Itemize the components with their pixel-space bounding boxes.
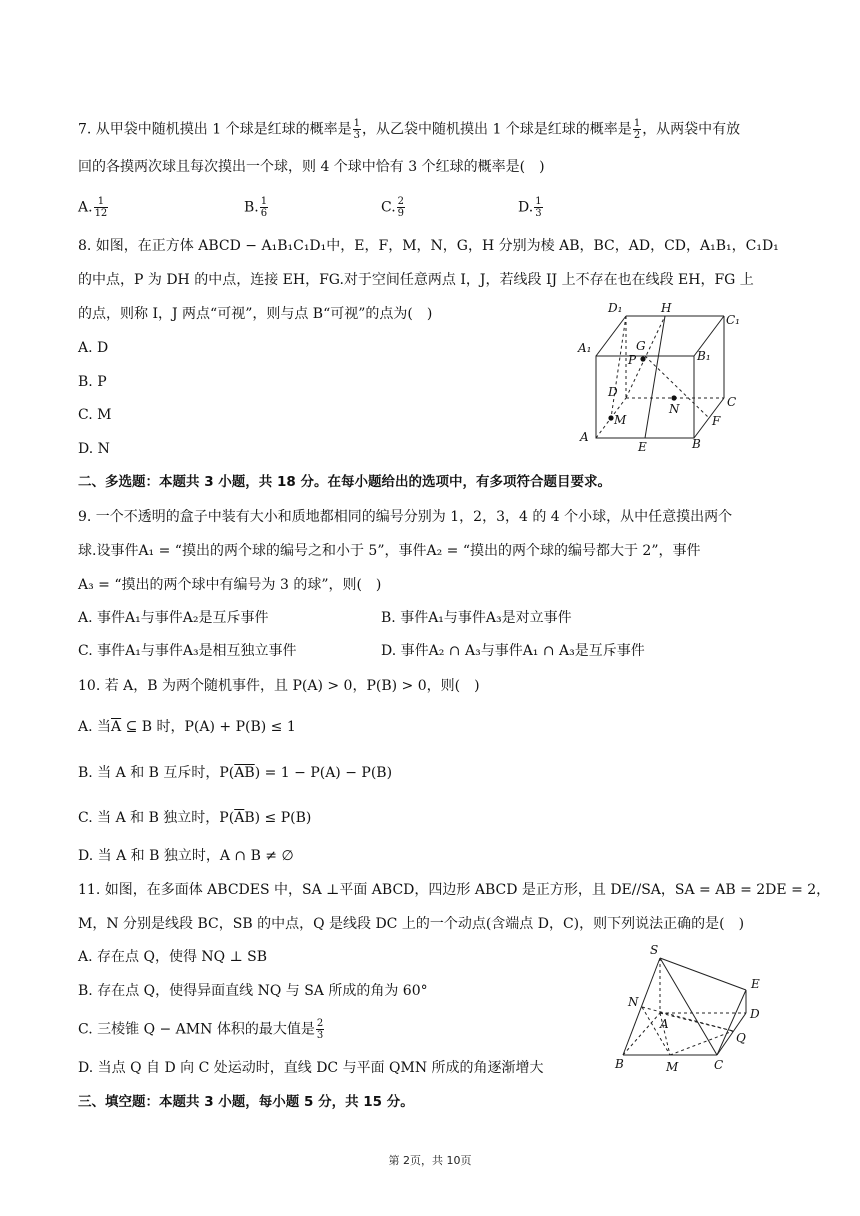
q7-option-b-label: B. [244, 199, 259, 216]
point-n [671, 395, 676, 400]
q7-option-a-fraction [94, 196, 109, 219]
q11-option-c-den: 3 [316, 1030, 324, 1041]
segment-d1m [611, 316, 626, 418]
q10-option-b [78, 763, 392, 783]
label-a: A [660, 1017, 669, 1031]
edge-ce [717, 990, 746, 1055]
label-b: B [692, 437, 701, 451]
q7-prob1-fraction [353, 118, 361, 141]
label-m: M [614, 413, 627, 427]
label-a: A [580, 430, 589, 444]
segment-nm [642, 1007, 670, 1055]
point-p [640, 356, 645, 361]
label-d: D [608, 385, 618, 399]
q9-line1: 9. 一个不透明的盒子中装有大小和质地都相同的编号分别为 1，2，3，4 的 4 个小球，从中任意摸出两个 [78, 509, 733, 525]
q10-option-c [78, 808, 311, 828]
section-heading-multiple-choice: 二、多选题：本题共 3 小题，共 18 分。在每小题给出的选项中，有多项符合题目要求。 [78, 474, 611, 490]
q9-line2: 球.设事件A₁ = “摸出的两个球的编号之和小于 5”，事件A₂ = “摸出的两个球的编号都大于 2”，事件 [78, 543, 701, 559]
q8-option-a: A. D [78, 340, 109, 356]
segment-eh [645, 316, 665, 438]
label-c1: C₁ [726, 313, 740, 327]
q10-option-b-complement: $\overline{AB}$ [234, 765, 255, 781]
label-c: C [714, 1058, 724, 1072]
label-e: E [638, 440, 647, 454]
q7-line1 [78, 118, 740, 141]
q9-option-c: C. 事件A₁与事件A₃是相互独立事件 [78, 643, 297, 659]
page-footer: 第 2页，共 10页 [388, 1154, 472, 1167]
q11-line1: 11. 如图，在多面体 ABCDES 中，SA ⊥平面 ABCD，四边形 ABCD 是正方形，且 DE//SA，SA = AB = 2DE = 2， [78, 882, 831, 898]
q10-option-c-complement: $\overline{A}$ [234, 810, 245, 826]
q10-option-c-pre: C. 当 A 和 B 独立时，P( [78, 810, 235, 826]
q8-option-c: C. M [78, 407, 112, 423]
label-m: M [666, 1060, 679, 1074]
q8-line1: 8. 如图，在正方体 ABCD − A₁B₁C₁D₁中，E，F，M，N，G，H 分别为棱 AB，BC，AD，CD，A₁B₁，C₁D₁ [78, 238, 779, 254]
label-s: S [650, 943, 659, 957]
q11-option-d: D. 当点 Q 自 D 向 C 处运动时，直线 DC 与平面 QMN 所成的角逐渐增大 [78, 1060, 544, 1076]
label-f: F [712, 414, 721, 428]
segment-aq [660, 1013, 733, 1031]
q7-prob2-den: 2 [633, 130, 641, 141]
q7-option-c-num: 2 [397, 196, 405, 207]
q11-line2: M，N 分别是线段 BC，SB 的中点，Q 是线段 DC 上的一个动点(含端点 D，C)，则下列说法正确的是( ) [78, 916, 745, 932]
q11-polyhedron-figure [610, 940, 780, 1075]
q7-option-d-fraction [534, 196, 542, 219]
q10-option-a-complement: $\overline{A}$ [111, 719, 122, 735]
label-q: Q [736, 1031, 746, 1045]
q11-option-c-text: C. 三棱锥 Q − AMN 体积的最大值是 [78, 1021, 315, 1038]
label-n: N [628, 995, 639, 1009]
label-d1: D₁ [608, 301, 623, 315]
q11-option-c [78, 1018, 325, 1041]
q11-option-a: A. 存在点 Q，使得 NQ ⊥ SB [78, 949, 268, 965]
q10-line1: 10. 若 A，B 为两个随机事件，且 P(A) > 0，P(B) > 0，则( ) [78, 678, 480, 694]
q7-option-c-den: 9 [397, 208, 405, 219]
q7-option-d-den: 3 [535, 208, 542, 219]
label-a1: A₁ [578, 341, 592, 355]
q7-prob2-num: 1 [633, 118, 641, 129]
segment-mq [670, 1031, 733, 1055]
q10-option-d: D. 当 A 和 B 独立时，A ∩ B ≠ ∅ [78, 848, 294, 864]
q7-option-a-den: 12 [94, 208, 108, 219]
label-n: N [669, 402, 680, 416]
q7-option-b-num: 1 [260, 196, 268, 207]
label-d: D [750, 1007, 760, 1021]
label-e: E [751, 977, 760, 991]
q10-option-a-post: ⊆ B 时，P(A) + P(B) ≤ 1 [121, 719, 296, 735]
q8-line3: 的点，则称 I，J 两点“可视”，则与点 B“可视”的点为( ) [78, 306, 433, 322]
q7-prob2-fraction [633, 118, 641, 141]
section-heading-fill-in: 三、填空题：本题共 3 小题，每小题 5 分，共 15 分。 [78, 1094, 414, 1110]
q9-option-a: A. 事件A₁与事件A₂是互斥事件 [78, 610, 269, 626]
q8-cube-figure [572, 298, 752, 456]
q11-option-c-fraction [316, 1018, 324, 1041]
q7-option-a-num: 1 [94, 196, 109, 208]
label-h: H [661, 301, 672, 315]
q9-option-d: D. 事件A₂ ∩ A₃与事件A₁ ∩ A₃是互斥事件 [381, 643, 645, 659]
label-b: B [615, 1057, 624, 1071]
q11-option-c-num: 2 [316, 1018, 324, 1029]
q10-option-b-post: ) = 1 − P(A) − P(B) [254, 765, 393, 781]
q8-option-b: B. P [78, 374, 107, 390]
q7-option-a-label: A. [78, 199, 93, 216]
q7-text-c: ，从两袋中有放 [642, 121, 741, 138]
edge-se [660, 958, 746, 990]
q11-option-b: B. 存在点 Q，使得异面直线 NQ 与 SA 所成的角为 60° [78, 983, 428, 999]
q7-option-d [518, 196, 544, 219]
q9-line3: A₃ = “摸出的两个球中有编号为 3 的球”，则( ) [78, 577, 382, 593]
q9-option-b: B. 事件A₁与事件A₃是对立事件 [381, 610, 572, 626]
edge-sc [660, 958, 717, 1055]
q7-option-b-fraction [260, 196, 268, 219]
q7-option-b [244, 196, 269, 219]
label-c: C [727, 395, 737, 409]
q8-option-d: D. N [78, 441, 110, 457]
q7-option-c-label: C. [381, 199, 396, 216]
label-p: P [628, 353, 637, 367]
q8-line2: 的中点，P 为 DH 的中点，连接 EH，FG.对于空间任意两点 I，J，若线段 IJ 上不存在也在线段 EH，FG 上 [78, 272, 754, 288]
q7-option-d-label: D. [518, 199, 534, 216]
cube-edge [596, 316, 626, 356]
q7-text-a: 7. 从甲袋中随机摸出 1 个球是红球的概率是 [78, 121, 352, 138]
q10-option-a-pre: A. 当 [78, 719, 112, 735]
q7-option-c [381, 196, 406, 219]
q7-prob1-den: 3 [353, 130, 360, 141]
label-b1: B₁ [697, 349, 711, 363]
q7-prob1-num: 1 [353, 118, 360, 129]
q7-option-d-num: 1 [535, 196, 542, 207]
q7-option-b-den: 6 [260, 208, 268, 219]
q7-option-a [78, 196, 109, 219]
edge-ba [623, 1013, 660, 1055]
q7-line2: 回的各摸两次球且每次摸出一个球，则 4 个球中恰有 3 个红球的概率是( ) [78, 159, 545, 175]
point-m [608, 415, 613, 420]
q7-option-c-fraction [397, 196, 405, 219]
q10-option-b-pre: B. 当 A 和 B 互斥时，P( [78, 765, 235, 781]
q10-option-a [78, 717, 296, 737]
label-g: G [636, 339, 646, 353]
q10-option-c-post: B) ≤ P(B) [244, 810, 312, 826]
q7-text-b: ，从乙袋中随机摸出 1 个球是红球的概率是 [362, 121, 632, 138]
